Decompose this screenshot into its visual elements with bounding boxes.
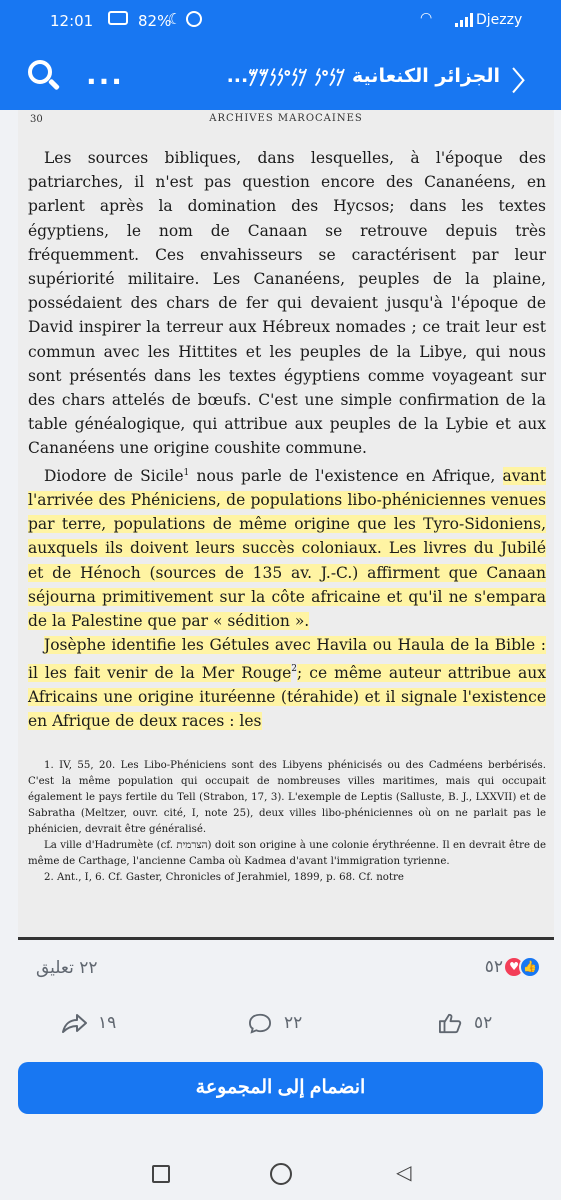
paragraph-3: Josèphe identifie les Gétules avec Havila ou Haula de la Bible : il les fait venir de la Mer Rouge$^2$; ce même auteur attribue aux Africains une origine ituréenne (térahide) et il signale l'existence en Afrique de deux races : les <box>28 636 546 730</box>
clock: 12:01 <box>50 12 94 30</box>
reaction-summary[interactable] <box>485 956 541 978</box>
post-actions <box>0 997 561 1052</box>
home-icon[interactable] <box>270 1163 292 1185</box>
status-bar <box>0 0 561 44</box>
footnote: La ville d'Hadrumète (cf. הצרמית) doit son origine à une colonie érythréenne. Il en devrait être de même de Carthage, l'ancienne Camba où Kadmea d'avant l'immigration tyrienne. <box>28 840 546 867</box>
share-button[interactable] <box>60 997 116 1049</box>
comment-button[interactable] <box>246 997 302 1049</box>
wifi-icon: ◠ <box>420 10 433 26</box>
document-body <box>28 146 546 733</box>
carrier-name: Djezzy <box>476 12 523 28</box>
thumbs-up-icon <box>436 1012 464 1034</box>
signal-icon <box>455 13 473 27</box>
like-button[interactable] <box>436 997 492 1049</box>
heart-icon: ♥ <box>503 956 525 978</box>
highlighted-passage: avant l'arrivée des Phéniciens, de populations libo-phéniciennes venues par terre, populations de même origine que les Tyro-Sidoniens, auxquels ils doivent leurs succès coloniaux. Les livres du Jubilé et de Hénoch (sources de 135 av. J.-C.) affirment que Canaan séjourna primitivement sur la côte africaine et qu'il ne s'empara de la Palestine que par « sédition ». <box>28 466 546 631</box>
battery-level: 82% <box>138 12 172 30</box>
page-number: 30 <box>30 114 43 125</box>
do-not-disturb-icon: ☾ <box>168 10 182 28</box>
paragraph-1: Les sources bibliques, dans lesquelles, à l'époque des patriarches, il n'est pas question encore des Cananéens, en parlent après la domination des Hycsos; dans les textes égyptiens, le nom de Canaan se retrouve depuis très fréquemment. Ces envahisseurs se caractérisent par leur supériorité militaire. Les Cananéens, peuples de la plaine, possédaient des chars de fer qui devaient jusqu'à l'époque de David inspirer la terreur aux Hébreux nomades ; ce trait leur est commun avec les Hittites et les peuples de la Libye, qui nous sont présentés dans les textes égyptiens comme voyageant sur des chars attelés de bœufs. C'est une simple confirmation de la table généalogique, qui attribue aux peuples de la Lybie et aux Cananéens une origine coushite commune. <box>28 149 546 458</box>
back-chevron-icon[interactable]: 〉 <box>512 67 539 97</box>
share-icon <box>60 1012 88 1034</box>
recents-icon[interactable] <box>152 1165 170 1183</box>
back-icon[interactable]: ◁ <box>396 1160 412 1184</box>
comment-icon <box>246 1012 274 1034</box>
footnote: 2. Ant., I, 6. Cf. Gaster, Chronicles of Jerahmiel, 1899, p. 68. Cf. notre <box>44 872 404 883</box>
system-nav-bar <box>0 1150 561 1200</box>
post-stats <box>0 950 561 992</box>
page-title: الجزائر الكنعانية 𐤊𐤍𐤏𐤍 𐤊𐤍𐤏𐤍𐤍𐤌𐤌... <box>226 65 500 87</box>
post-image-document-scan[interactable] <box>18 110 554 940</box>
more-icon[interactable]: ... <box>86 58 124 91</box>
battery-icon <box>108 11 128 25</box>
alarm-icon <box>186 11 202 27</box>
highlighted-passage: les Gétules avec Havila ou Haula de la Bible : il les fait venir de la Mer Rouge <box>28 636 546 682</box>
like-count: ٥٢ <box>474 1013 493 1033</box>
comment-action-count: ٢٢ <box>284 1013 303 1033</box>
running-head: ARCHIVES MAROCAINES <box>209 113 363 124</box>
paragraph-2: Diodore de Sicile$^1$ nous parle de l'existence en Afrique, avant l'arrivée des Phéniciens, de populations libo-phéniciennes venues par terre, populations de même origine que les Tyro-Sidoniens, auxquels ils doivent leurs succès coloniaux. Les livres du Jubilé et de Hénoch (sources de 135 av. J.-C.) affirment que Canaan séjourna primitivement sur la côte africaine et qu'il ne s'empara de la Palestine que par « sédition ». <box>28 466 546 631</box>
app-bar <box>0 44 561 110</box>
like-icon: 👍 <box>519 956 541 978</box>
comment-count[interactable]: ٢٢ تعليق <box>36 958 98 978</box>
share-count: ١٩ <box>98 1013 117 1033</box>
search-icon[interactable] <box>22 56 62 96</box>
join-group-button[interactable]: انضمام إلى المجموعة <box>18 1062 543 1114</box>
footnote: 1. IV, 55, 20. Les Libo-Phéniciens sont des Libyens phénicisés ou des Cadméens berbérisés. C'est la même population qui occupait de nombreuses villes maritimes, mais qui occupait également le pays fertile du Tell (Strabon, 17, 3). L'exemple de Leptis (Salluste, B. J., LXXVII) et de Sabratha (Meltzer, ouvr. cité, I, note 25), deux villes libo-phéniciennes où on ne parlait pas le phénicien, devrait être généralisé. <box>28 760 546 835</box>
footnotes <box>28 758 546 886</box>
reaction-count: ٥٢ <box>484 957 503 977</box>
